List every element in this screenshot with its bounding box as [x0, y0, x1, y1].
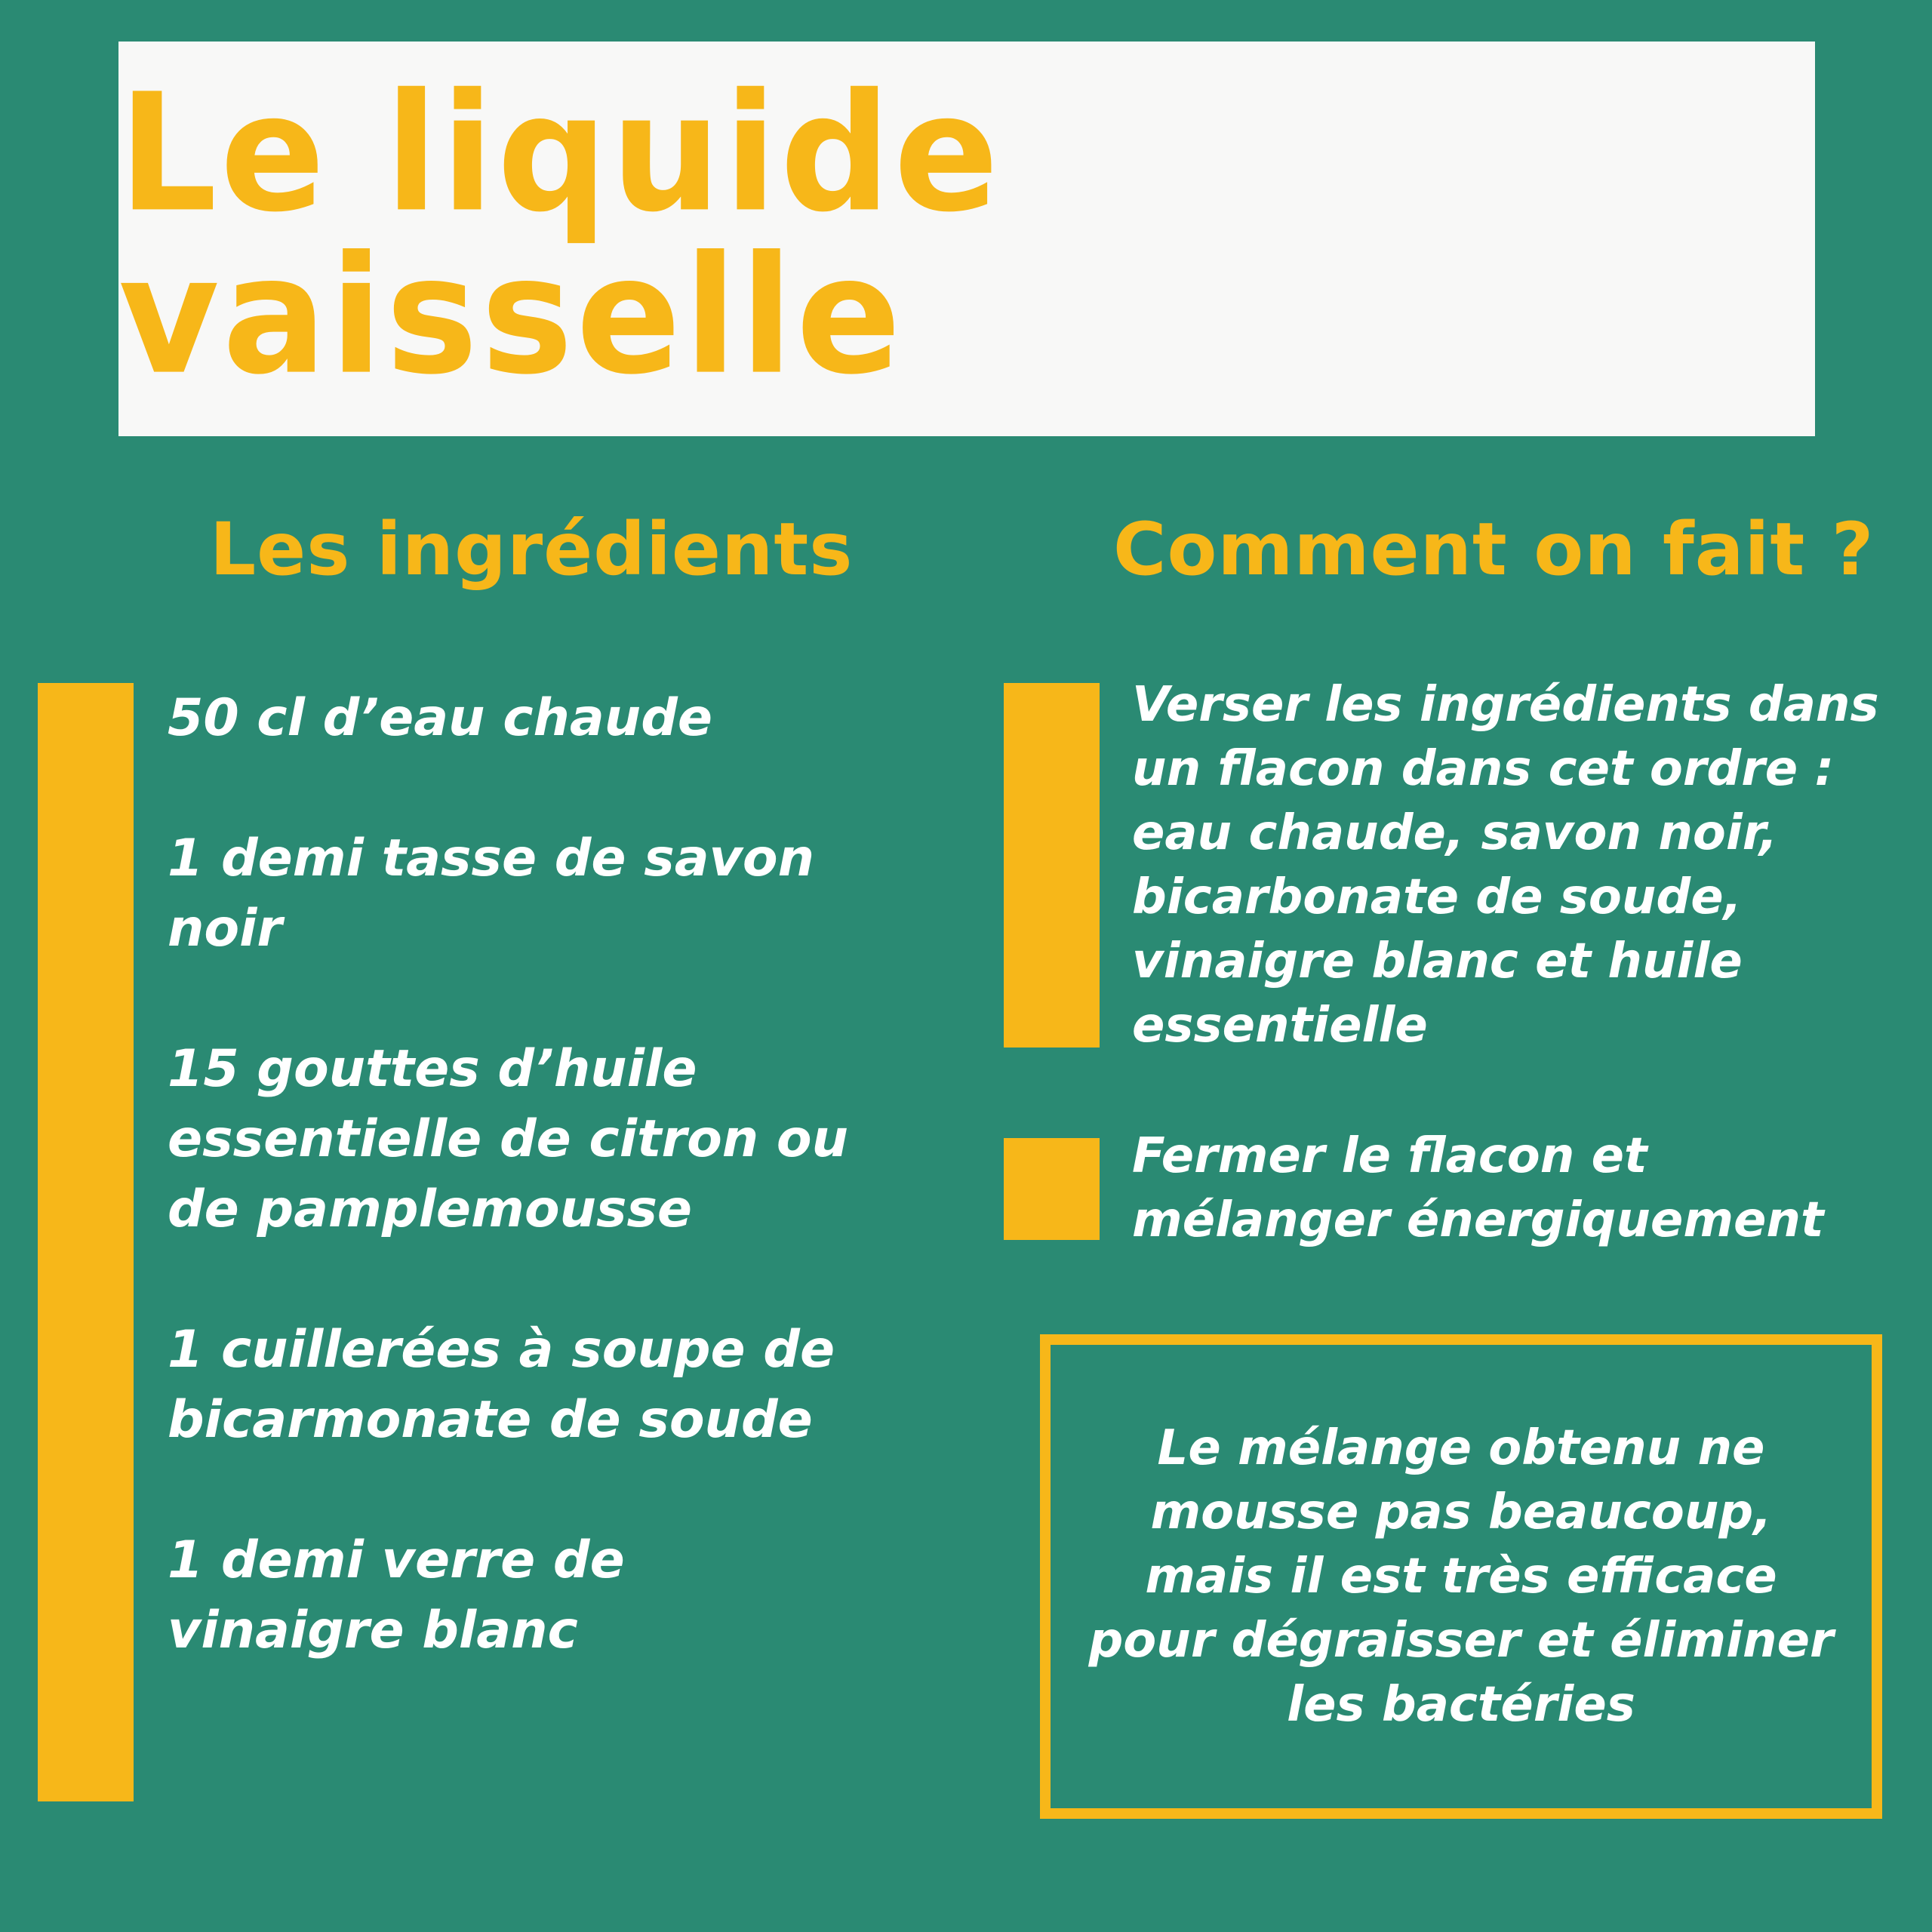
ingredient-item: 15 gouttes d’huile essentielle de citron ou de pamplemousse: [168, 1039, 848, 1239]
step-1-accent-bar: [1004, 683, 1100, 1048]
title-banner: [118, 42, 1815, 436]
note-text: Le mélange obtenu ne mousse pas beaucoup, mais il est très efficace pour dégraisser et éliminer les bactéries: [1088, 1420, 1834, 1733]
ingredients-accent-bar: [38, 683, 134, 1801]
ingredient-item: 1 cuillerées à soupe de bicarmonate de soude: [168, 1320, 835, 1450]
step-1-text: Verser les ingrédients dans un flacon dans cet ordre : eau chaude, savon noir, bicarbonate de soude, vinaigre blanc et huile essentielle: [1132, 677, 1879, 1054]
step-2-text: Fermer le flacon et mélanger énergiquement: [1132, 1128, 1824, 1248]
ingredient-item: 1 demi tasse de savon noir: [168, 829, 815, 958]
steps-heading: Comment on fait ?: [1113, 507, 1875, 592]
ingredients-heading: Les ingrédients: [210, 507, 854, 592]
page-title: Le liquide vaisselle: [118, 59, 1002, 411]
note-box: [1040, 1334, 1882, 1819]
ingredients-list: [168, 683, 862, 1666]
ingredient-item: 50 cl d’eau chaude: [168, 688, 713, 748]
step-2-accent-bar: [1004, 1138, 1100, 1240]
ingredient-item: 1 demi verre de vinaigre blanc: [168, 1531, 625, 1660]
